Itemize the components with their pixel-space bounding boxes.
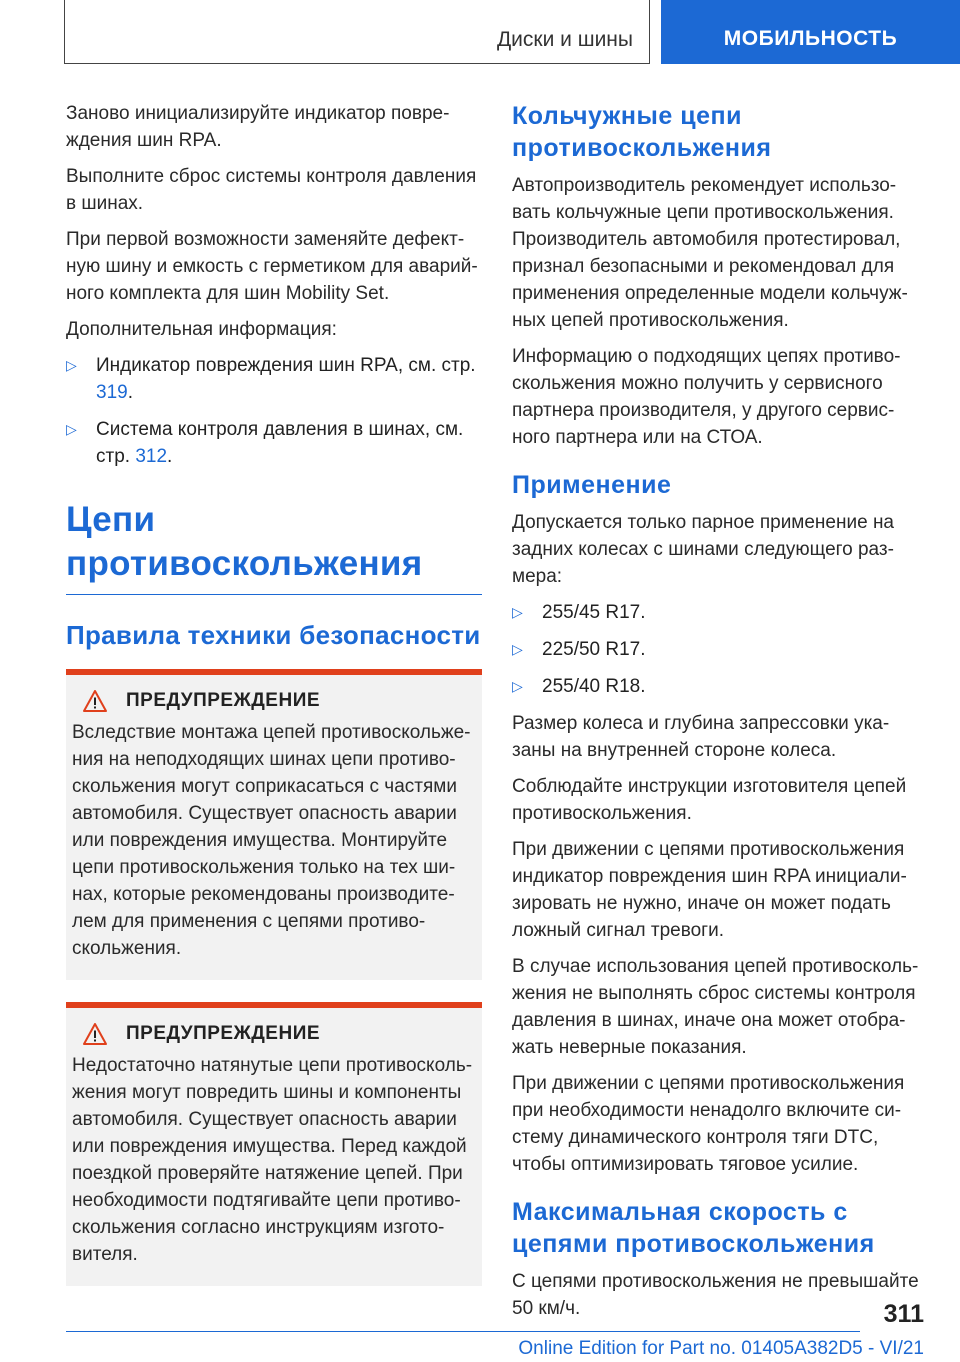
warning-box xyxy=(66,1002,482,1286)
left-column xyxy=(66,100,482,1300)
paragraph: При первой возможности заменяйте дефект-ную шину и емкость с герметиком для аварий-ного комплекта для шин Mobility Set. xyxy=(66,229,478,304)
page-footer xyxy=(0,1290,960,1362)
paragraph: Размер колеса и глубина запрессовки ука-заны на внутренней стороне колеса. xyxy=(512,713,890,761)
list-item: ▷ 255/40 R18. xyxy=(512,673,928,700)
triangle-bullet-icon: ▷ xyxy=(512,604,523,620)
right-column xyxy=(512,100,928,1331)
page-number: 311 xyxy=(883,1300,924,1328)
triangle-bullet-icon: ▷ xyxy=(512,678,523,694)
section-heading: Правила техники безопасности xyxy=(66,620,481,650)
paragraph: Допускается только парное применение на задних колесах с шинами следующего раз-мера: xyxy=(512,512,895,587)
paragraph: Выполните сброс системы контроля давления в шинах. xyxy=(66,166,477,214)
list-item: ▷ 255/45 R17. xyxy=(512,599,928,626)
reference-list xyxy=(66,352,482,470)
section-heading: Кольчужные цепи противоскольжения xyxy=(512,102,772,162)
paragraph: Дополнительная информация: xyxy=(66,319,337,340)
warning-triangle-icon xyxy=(82,689,108,713)
paragraph: Заново инициализируйте индикатор повре-ждения шин RPA. xyxy=(66,103,450,151)
warning-triangle-icon xyxy=(82,1022,108,1046)
paragraph: С цепями противоскольжения не превышайте 50 км/ч. xyxy=(512,1271,919,1319)
paragraph: Соблюдайте инструкции изготовителя цепей противоскольжения. xyxy=(512,776,907,824)
list-item: ▷ 225/50 R17. xyxy=(512,636,928,663)
paragraph: Автопроизводитель рекомендует использо-вать кольчужные цепи противоскольжения. Производитель автомобиля протестировал, признал безопасными и рекомендовал для применения определенные модели кольчуж-ных цепей противоскольжения. xyxy=(512,175,908,331)
footer-divider xyxy=(66,1331,860,1332)
section-tab xyxy=(64,0,650,64)
warning-box xyxy=(66,669,482,980)
tire-size-list xyxy=(512,599,928,700)
warning-title: ПРЕДУПРЕЖДЕНИЕ xyxy=(126,690,321,711)
page-reference-link[interactable]: 312 xyxy=(135,446,168,467)
list-item: ▷ Система контроля давления в шинах, см. стр. 312. xyxy=(66,416,482,470)
paragraph: При движении с цепями противоскольжения индикатор повреждения шин RPA инициали-зировать не нужно, иначе он может подать ложный сигнал тревоги. xyxy=(512,839,907,941)
section-heading: Применение xyxy=(512,471,672,499)
page-reference-link[interactable]: 319 xyxy=(96,382,128,403)
edition-text: Online Edition for Part no. 01405A382D5 - VI/21 xyxy=(518,1338,924,1359)
chapter-heading: Цепи противоскольжения xyxy=(66,498,482,595)
paragraph: Информацию о подходящих цепях противо-скольжения можно получить у сервисного партнера производителя, у другого сервис-ного партнера или на СТОА. xyxy=(512,346,901,448)
list-item: ▷ Индикатор повреждения шин RPA, см. стр. 319. xyxy=(66,352,482,406)
warning-text: Недостаточно натянутые цепи противосколь-жения могут повредить шины и компоненты автомобиля. Существует опасность аварии или повреждения имущества. Перед каждой поездкой проверяйте натяжение цепей. При необходимости подтягивайте цепи противо-скольжения согласно инструкциям изгото-вителя. xyxy=(72,1055,473,1265)
paragraph: При движении с цепями противоскольжения при необходимости ненадолго включите си-стему динамического контроля тяги DTC, чтобы оптимизировать тяговое усилие. xyxy=(512,1073,905,1175)
paragraph: В случае использования цепей противосколь-жения не выполнять сброс системы контроля давления в шинах, иначе она может отобра-жать неверные показания. xyxy=(512,956,919,1058)
section-title: Диски и шины xyxy=(496,28,633,51)
triangle-bullet-icon: ▷ xyxy=(512,641,523,657)
page-header xyxy=(0,0,960,66)
chapter-tab: МОБИЛЬНОСТЬ xyxy=(661,0,960,64)
warning-title: ПРЕДУПРЕЖДЕНИЕ xyxy=(126,1023,321,1044)
section-heading: Максимальная скорость с цепями противоскольжения xyxy=(512,1198,875,1258)
triangle-bullet-icon: ▷ xyxy=(66,357,77,373)
warning-text: Вследствие монтажа цепей противоскольже-ния на неподходящих шинах цепи противо-скольжения могут соприкасаться с частями автомобиля. Существует опасность аварии или повреждения имущества. Монтируйте цепи противоскольжения только на тех ши-нах, которые рекомендованы производите-лем для применения с цепями противо-скольжения. xyxy=(72,722,471,959)
triangle-bullet-icon: ▷ xyxy=(66,421,77,437)
